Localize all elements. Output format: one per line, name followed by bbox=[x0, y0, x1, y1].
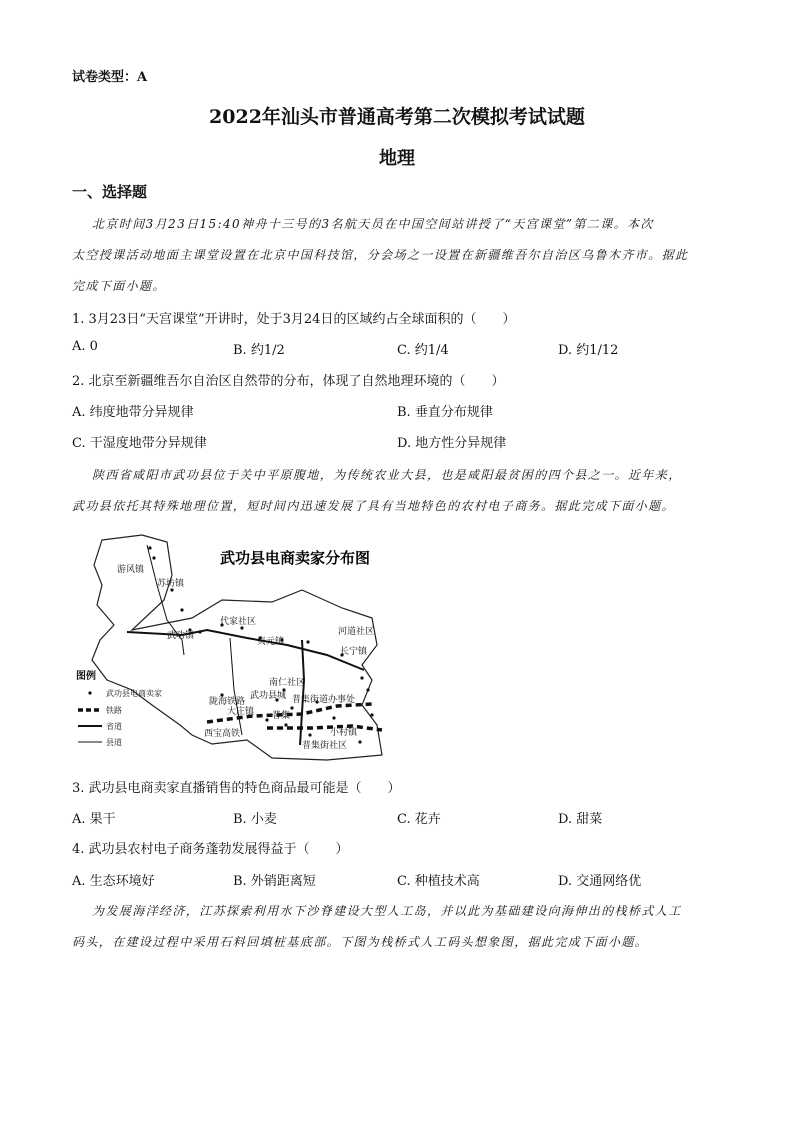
place-dazhuang: 大庄镇 bbox=[227, 707, 255, 717]
passage1-line1: 北京时间3月23日15:40神舟十三号的3名航天员在中国空间站讲授了“天宫课堂”第二课。本次 bbox=[92, 217, 654, 231]
place-pujijie: 普集街社区 bbox=[302, 741, 348, 751]
section-heading: 一、选择题 bbox=[72, 183, 148, 201]
passage1-line3: 完成下面小题。 bbox=[72, 279, 166, 293]
question-2-option-d[interactable]: D. 地方性分异规律 bbox=[397, 436, 507, 451]
passage3-line2: 码头，在建设过程中采用石料回填桩基底部。下图为栈桥式人工码头想象图，据此完成下面小题。 bbox=[72, 935, 649, 949]
wugong-map-figure bbox=[72, 530, 402, 765]
question-3-option-a[interactable]: A. 果干 bbox=[72, 812, 116, 827]
question-3-option-c[interactable]: C. 花卉 bbox=[397, 812, 441, 827]
question-2-option-c[interactable]: C. 干湿度地带分异规律 bbox=[72, 436, 207, 451]
place-youfeng: 游风镇 bbox=[117, 565, 145, 575]
paper-type: 试卷类型：A bbox=[72, 70, 148, 85]
place-wugongxian: 武功县城 bbox=[250, 691, 287, 701]
question-1-option-b[interactable]: B. 约1/2 bbox=[233, 343, 285, 358]
legend-county-road: 县道 bbox=[106, 738, 122, 747]
legend-railway: 铁路 bbox=[106, 706, 122, 715]
question-4-stem: 4. 武功县农村电子商务蓬勃发展得益于（ ） bbox=[72, 842, 349, 857]
place-xiaocun: 小村镇 bbox=[330, 728, 358, 738]
place-puji2: 普集 bbox=[272, 711, 291, 721]
passage2-line2: 武功县依托其特殊地理位置，短时间内迅速发展了具有当地特色的农村电子商务。据此完成下面小题。 bbox=[72, 499, 676, 513]
place-changning: 长宁镇 bbox=[340, 647, 368, 657]
place-nanren: 南仁社区 bbox=[269, 678, 306, 688]
place-zhenxing: 贞元镇 bbox=[257, 637, 285, 647]
question-2-stem: 2. 北京至新疆维吾尔自治区自然带的分布，体现了自然地理环境的（ ） bbox=[72, 374, 505, 389]
map-title: 武功县电商卖家分布图 bbox=[220, 549, 371, 567]
question-4-option-d[interactable]: D. 交通网络优 bbox=[558, 874, 642, 889]
question-2-option-b[interactable]: B. 垂直分布规律 bbox=[397, 405, 493, 420]
question-4-option-a[interactable]: A. 生态环境好 bbox=[72, 874, 155, 889]
question-1-stem: 1. 3月23日“天宫课堂”开讲时，处于3月24日的区域约占全球面积的（ ） bbox=[72, 312, 516, 327]
question-1-option-a[interactable]: A. 0 bbox=[72, 339, 98, 354]
question-1-option-d[interactable]: D. 约1/12 bbox=[558, 343, 619, 358]
question-4-option-c[interactable]: C. 种植技术高 bbox=[397, 874, 480, 889]
question-4-option-b[interactable]: B. 外销距离短 bbox=[233, 874, 316, 889]
question-2-option-a[interactable]: A. 纬度地带分异规律 bbox=[72, 405, 194, 420]
place-hedao: 河道社区 bbox=[338, 627, 375, 637]
question-3-stem: 3. 武功县电商卖家直播销售的特色商品最可能是（ ） bbox=[72, 781, 401, 796]
exam-title: 2022年汕头市普通高考第二次模拟考试试题 bbox=[209, 106, 585, 128]
legend-provincial-road: 省道 bbox=[106, 722, 122, 731]
place-daijia: 代家社区 bbox=[220, 617, 257, 627]
wugong-map bbox=[72, 530, 402, 765]
place-xibao: 西宝高铁 bbox=[204, 729, 241, 739]
provincial-road bbox=[127, 630, 364, 670]
legend-title: 图例 bbox=[76, 671, 96, 682]
passage3-line1: 为发展海洋经济，江苏探索利用水下沙脊建设大型人工岛，并以此为基础建设向海伸出的栈桥式人工 bbox=[92, 904, 682, 918]
place-wugong: 武功镇 bbox=[167, 631, 195, 641]
railway-xibao bbox=[267, 726, 382, 730]
place-puji: 普集街道办事处 bbox=[292, 695, 356, 705]
place-sufang: 苏坊镇 bbox=[157, 579, 185, 589]
passage2-line1: 陕西省咸阳市武功县位于关中平原腹地，为传统农业大县，也是咸阳最贫困的四个县之一。近年来， bbox=[92, 468, 682, 482]
passage1-line2: 太空授课活动地面主课堂设置在北京中国科技馆，分会场之一设置在新疆维吾尔自治区乌鲁木齐市。据此 bbox=[72, 248, 689, 262]
question-1-option-c[interactable]: C. 约1/4 bbox=[397, 343, 449, 358]
map-legend bbox=[76, 669, 162, 747]
question-3-option-b[interactable]: B. 小麦 bbox=[233, 812, 277, 827]
place-longhai: 陇海铁路 bbox=[209, 697, 246, 707]
question-3-option-d[interactable]: D. 甜菜 bbox=[558, 812, 603, 827]
subject-title: 地理 bbox=[379, 148, 415, 169]
legend-seller: 武功县电商卖家 bbox=[106, 689, 162, 698]
